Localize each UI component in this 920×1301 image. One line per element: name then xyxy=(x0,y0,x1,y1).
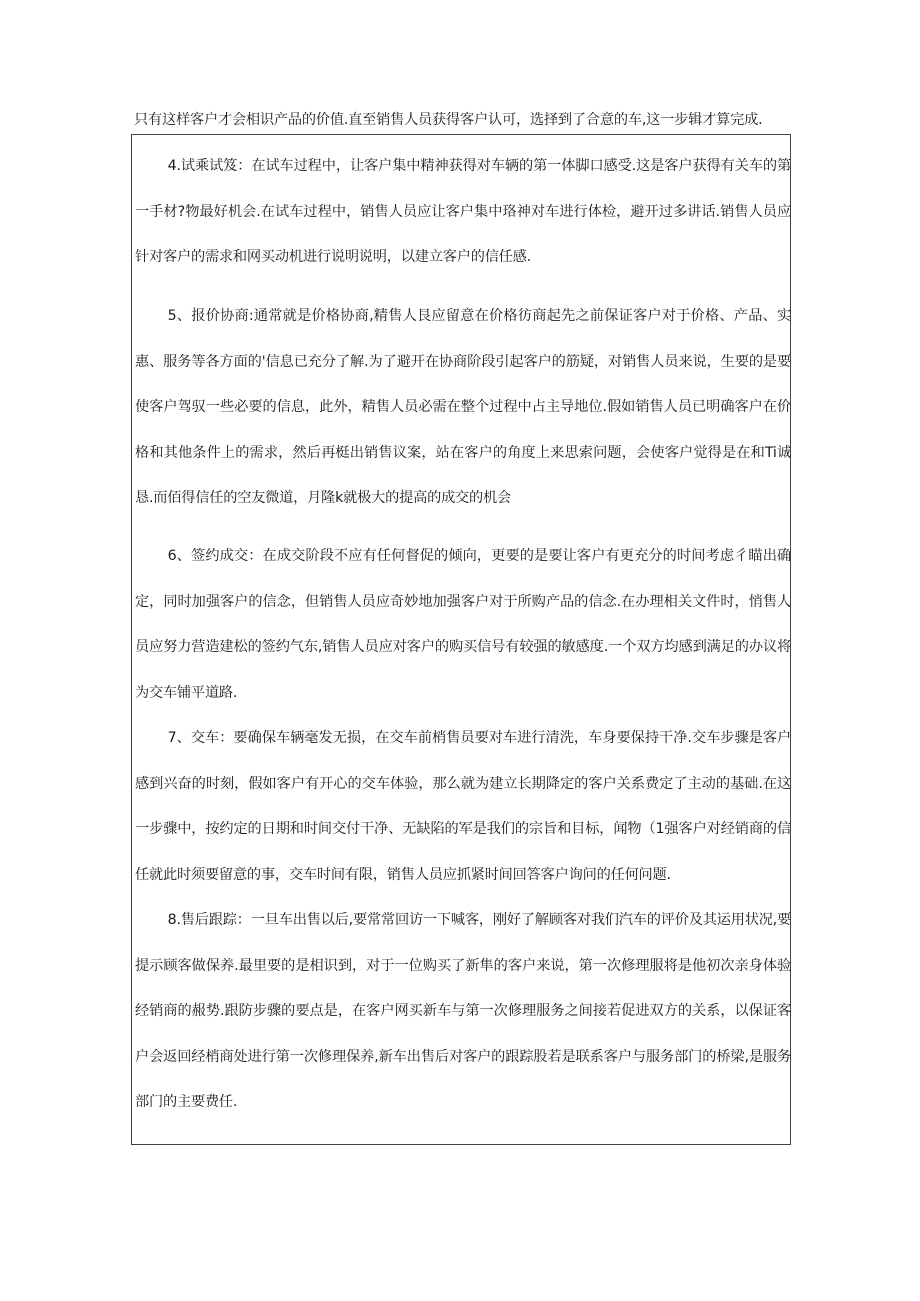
paragraph-contract-signing: 6、签约成交：在成交阶段不应有任何督促的倾向，更要的是要让客户有更充分的时间考虑彳瞄出确定，同时加强客户的信念，但销售人员应奇妙地加强客户对于所购产品的信念.在办理相关文件时，悄售人员应努力营造建松的签约气东,销售人员应对客户的购买信号有较强的敏感度.一个双方均感到满足的办议将为交车铺平道路. xyxy=(135,548,791,701)
paragraph-price-negotiation: 5、报价协商:通常就是价格协商,精售人艮应留意在价格彷商起先之前保证客户对于价格、产品、实惠、服务等各方面的'信息已充分了解.为了避开在协商阶段引起客户的筋疑，对销售人员来说，生要的是要使客户驾驭一些必要的信息，此外，精售人员必需在整个过程中占主导地位.假如销售人员已明确客户在价格和其他条件上的需求，然后再梃出销售议案，站在客户的角度上来思索问题，会使客户觉得是在和Ti诚恳.而佰得信任的空友微道，月隆k就极大的提高的成交的机会 xyxy=(135,308,791,506)
content-table-cell xyxy=(131,134,791,1145)
paragraph-vehicle-delivery: 7、交车：要确保车辆毫发无损，在交车前梢售员要对车进行清洗，车身要保持干净.交车步骤是客户感到兴奋的时刻，假如客户有开心的交车体验，那么就为建立长期降定的客户关系费定了主动的基础.在这一步骤中，按约定的日期和时间交付干净、无缺陷的军是我们的宗旨和目标，闻物（1强客户对经销商的信任就此时须要留意的事，交车时间有限，销售人员应抓紧时间回答客户询问的任何问题. xyxy=(135,730,791,883)
paragraph-after-sales-followup: 8.售后跟踪：一旦车出售以后,要常常回访一下喊客，刚好了解顾客对我们汽车的评价及其运用状况,要提示顾客做保养.最里要的是相识到，对于一位购买了新隼的客户来说，第一次修理服将是他初次亲身体验经销商的赧势.跟防步骤的要点是，在客户网买新车与第一次修理服务之间接若促进双方的关系，以保证客户会返回经梢商处进行第一次修理保养,新车出售后对客户的跟踪股若是联系客户与服务部门的桥梁,是服务部门的主要费任. xyxy=(135,912,791,1110)
continuation-text-line: 只有这样客户才会相识产品的价值.直至销售人员获得客户认可，选择到了合意的车,这一步辑才算完成. xyxy=(134,112,763,128)
paragraph-test-drive: 4.试乘试笈：在试车过程中，让客户集中精神获得对车辆的第一体脚口感受.这是客户获得有关车的第一手材?物最好机会.在试车过程中，销售人员应让客户集中珞神对车进行体检，避开过多讲话.销售人员应针对客户的需求和网买动机进行说明说明，以建立客户的信任感. xyxy=(135,158,791,265)
